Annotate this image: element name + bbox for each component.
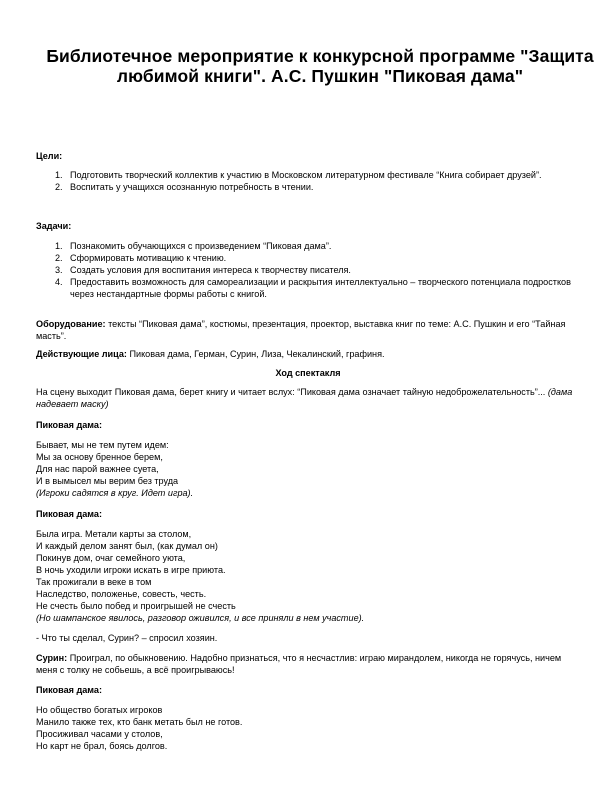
verse-2 [36, 528, 580, 624]
task-text: Предоставить возможность для самореализации и раскрытия интеллектуально – творческого потенциала подростков через нестандартные формы работы с книгой. [70, 277, 571, 299]
verse-line: Но карт не брал, боясь долгов. [36, 741, 168, 751]
speaker-2 [36, 508, 580, 520]
verse-line: В ночь уходили игроки искать в игре приюта. [36, 565, 226, 575]
goals-list [36, 169, 580, 193]
characters-paragraph [36, 348, 580, 360]
stage-direction: (Но шампанское явилось, разговор оживился, и все приняли в нем участие). [36, 613, 365, 623]
characters-text: Пиковая дама, Герман, Сурин, Лиза, Чекалинский, графиня. [126, 349, 385, 359]
verse-line: И в вымысел мы верим без труда [36, 476, 179, 486]
surin-label: Сурин: [36, 653, 68, 663]
document-title: Библиотечное мероприятие к конкурсной программе "Защита любимой книги". А.С. Пушкин "Пиковая дама" [46, 46, 594, 86]
goals-section [36, 150, 580, 162]
verse-line: Просиживал часами у столов, [36, 729, 163, 739]
play-heading: Ход спектакля [275, 368, 341, 378]
verse-line: Наследство, положенье, совесть, честь. [36, 589, 207, 599]
verse-line: Покинув дом, очаг семейного уюта, [36, 553, 186, 563]
intro-italic: (дама надевает маску) [36, 387, 573, 409]
verse-line: Мы за основу бренное берем, [36, 452, 163, 462]
verse-1 [36, 439, 580, 499]
goal-text: Воспитать у учащихся осознанную потребность в чтении. [70, 182, 314, 192]
stage-direction: (Игроки садятся в круг. Идет игра). [36, 488, 194, 498]
tasks-label: Задачи: [36, 221, 72, 231]
goal-text: Подготовить творческий коллектив к участию в Московском литературном фестивале “Книга собирает друзей”. [70, 170, 542, 180]
verse-line: Так прожигали в веке в том [36, 577, 152, 587]
verse-line: Манило также тех, кто банк метать был не готов. [36, 717, 243, 727]
speaker-label: Пиковая дама: [36, 509, 102, 519]
goals-label: Цели: [36, 151, 63, 161]
verse-line: Для нас парой важнее суета, [36, 464, 159, 474]
verse-line: Бывает, мы не тем путем идем: [36, 440, 169, 450]
verse-3 [36, 704, 580, 752]
task-text: Познакомить обучающихся с произведением “Пиковая дама”. [70, 241, 332, 251]
intro-text: На сцену выходит Пиковая дама, берет книгу и читает вслух: “Пиковая дама означает тайную недоброжелательность”... [36, 387, 548, 397]
tasks-list [36, 240, 580, 300]
list-item: 1. Подготовить творческий коллектив к участию в Московском литературном фестивале “Книга собирает друзей”. [55, 170, 542, 180]
equipment-paragraph [36, 318, 580, 342]
list-item: 1. Познакомить обучающихся с произведением “Пиковая дама”. [55, 241, 332, 251]
list-item: 4. Предоставить возможность для самореализации и раскрытия интеллектуально – творческого потенциала подростков через нестандартные формы работы с книгой. [55, 277, 571, 299]
surin-paragraph [36, 652, 580, 676]
list-item: 2. Сформировать мотивацию к чтению. [55, 253, 227, 263]
verse-line: Не счесть было побед и проигрышей не счесть [36, 601, 236, 611]
verse-line: И каждый делом занят был, (как думал он) [36, 541, 218, 551]
play-heading-wrap [36, 367, 580, 379]
speaker-label: Пиковая дама: [36, 420, 102, 430]
verse-line: Но общество богатых игроков [36, 705, 163, 715]
list-item: 3. Создать условия для воспитания интереса к творчеству писателя. [55, 265, 351, 275]
verse-line: Была игра. Метали карты за столом, [36, 529, 192, 539]
surin-text: Проиграл, по обыкновению. Надобно признаться, что я несчастлив: играю мирандолем, никогда не горячусь, ничем меня с толку не собьешь, а всё проигрываюсь! [36, 653, 562, 675]
task-text: Сформировать мотивацию к чтению. [70, 253, 227, 263]
speaker-3 [36, 684, 580, 696]
intro-paragraph [36, 386, 580, 410]
characters-label: Действующие лица: [36, 349, 127, 359]
dialog-line: - Что ты сделал, Сурин? – спросил хозяин. [36, 633, 218, 643]
task-text: Создать условия для воспитания интереса к творчеству писателя. [70, 265, 351, 275]
equipment-text: тексты “Пиковая дама”, костюмы, презентация, проектор, выставка книг по теме: А.С. Пушкин и его “Тайная масть”. [36, 319, 566, 341]
speaker-label: Пиковая дама: [36, 685, 102, 695]
speaker-1 [36, 419, 580, 431]
list-item: 2. Воспитать у учащихся осознанную потребность в чтении. [55, 182, 314, 192]
equipment-label: Оборудование: [36, 319, 106, 329]
tasks-section [36, 220, 580, 232]
dialog-paragraph [36, 632, 580, 644]
